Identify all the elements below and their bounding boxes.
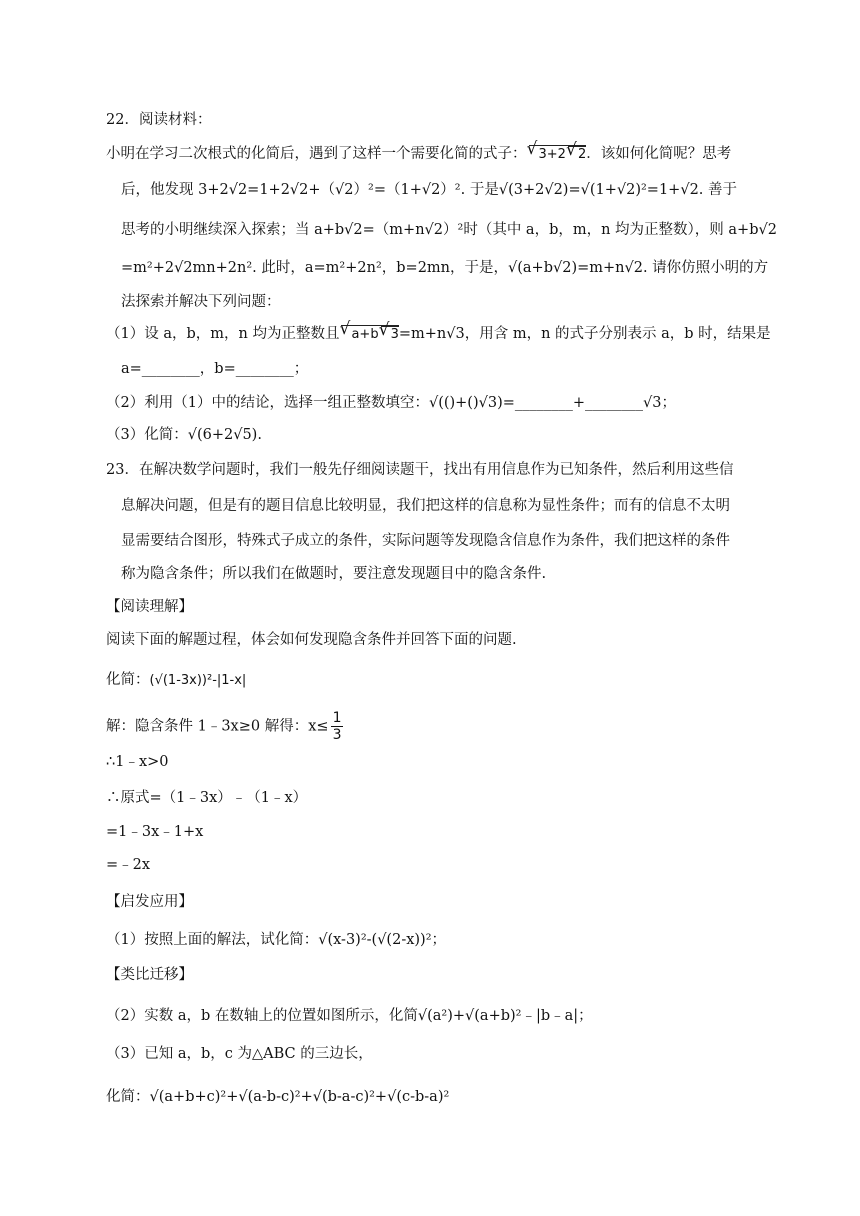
- q23-line3: 显需要结合图形，特殊式子成立的条件，实际问题等发现隐含信息作为条件，我们把这样的条件: [121, 533, 730, 549]
- fraction-one-third: $\frac{1}{3}$: [332, 710, 342, 743]
- q22-line4: =m²+2√2mn+2n². 此时，a=m²+2n²，b=2mn，于是，√(a+b√2)=m+n√2. 请你仿照小明的方: [121, 260, 769, 276]
- reading-intro: 阅读下面的解题过程，体会如何发现隐含条件并回答下面的问题.: [106, 632, 517, 648]
- q22-title: 22．阅读材料：: [106, 112, 212, 128]
- reading-simplify: 化简：(√(1-3x))²-|1-x|: [106, 672, 247, 688]
- analogy-question2: （2）实数 a，b 在数轴上的位置如图所示，化简√(a²)+√(a+b)²﹣|b﹣a|；: [106, 1008, 593, 1024]
- reading-step2: ∴1﹣x>0: [106, 754, 169, 770]
- q22-line5: 法探索并解决下列问题：: [121, 294, 281, 310]
- reading-heading: 【阅读理解】: [106, 599, 193, 615]
- analogy-question3-expr: 化简：√(a+b+c)²+√(a-b-c)²+√(b-a-c)²+√(c-b-a)²: [106, 1089, 450, 1105]
- q22-line2: 后，他发现 3+2√2=1+2√2+（√2）²=（1+√2）². 于是√(3+2√2)=√(1+√2)²=1+√2. 善于: [121, 182, 738, 198]
- q22-line3: 思考的小明继续深入探索；当 a+b√2=（m+n√2）²时（其中 a，b，m，n 均为正整数），则 a+b√2: [121, 222, 777, 238]
- reading-step3: ∴原式=（1﹣3x）﹣（1﹣x）: [106, 790, 308, 806]
- q22-part1-answer: a=________，b=________；: [121, 361, 309, 377]
- q22-part2: （2）利用（1）中的结论，选择一组正整数填空：√(()+()√3)=________+________√3；: [106, 395, 677, 411]
- reading-step5: =﹣2x: [106, 857, 151, 873]
- radical-expr: √ 3+2√ 2: [529, 145, 587, 163]
- reading-step4: =1﹣3x﹣1+x: [106, 824, 204, 840]
- q22-line1: 小明在学习二次根式的化简后，遇到了这样一个需要化简的式子：√ 3+2√ 2．该如何化简呢？思考: [106, 142, 731, 166]
- radical-a-b-sqrt3: √ a+b√ 3: [341, 325, 398, 343]
- q22-part1: （1）设 a，b，m，n 均为正整数且√ a+b√ 3=m+n√3，用含 m，n 的式子分别表示 a，b 时，结果是: [106, 322, 771, 346]
- q23-line1: 23．在解决数学问题时，我们一般先仔细阅读题干，找出有用信息作为已知条件，然后利用这些信: [106, 462, 734, 478]
- q23-line4: 称为隐含条件；所以我们在做题时，要注意发现题目中的隐含条件.: [121, 566, 547, 582]
- reading-expression: (√(1-3x))²-|1-x|: [149, 673, 247, 688]
- analogy-heading: 【类比迁移】: [106, 967, 193, 983]
- app-heading: 【启发应用】: [106, 894, 193, 910]
- reading-solution: 解：隐含条件 1﹣3x≥0 解得：x≤ $\frac{1}{3}$: [106, 710, 342, 743]
- app-question1: （1）按照上面的解法，试化简：√(x-3)²-(√(2-x))²；: [106, 932, 447, 948]
- q22-part3: （3）化简：√(6+2√5).: [106, 427, 262, 443]
- q23-line2: 息解决问题，但是有的题目信息比较明显，我们把这样的信息称为显性条件；而有的信息不太明: [121, 498, 730, 514]
- analogy-question3: （3）已知 a，b，c 为△ABC 的三边长，: [106, 1046, 373, 1062]
